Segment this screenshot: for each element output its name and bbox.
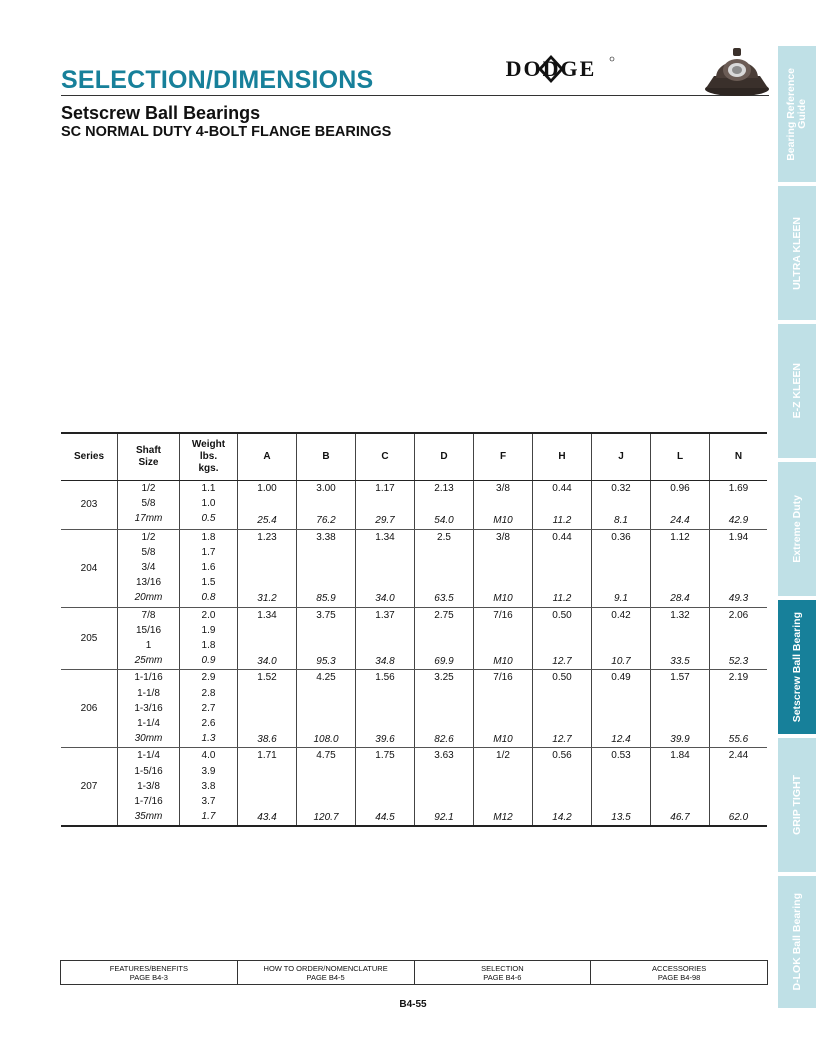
footer-link-accessories[interactable]: ACCESSORIES PAGE B4-98 (590, 961, 767, 984)
table-cell: 1.34 (375, 531, 395, 543)
column-header: H (532, 434, 591, 480)
table-cell: 1.5 (201, 577, 216, 589)
table-cell-column (237, 670, 296, 747)
table-cell-column (61, 670, 117, 747)
cell-spacer (297, 686, 355, 733)
cell-spacer (592, 686, 650, 733)
table-cell-column (61, 481, 117, 529)
table-cell: M10 (493, 593, 513, 605)
table-cell-column (179, 530, 237, 607)
column-header: Shaft Size (117, 434, 179, 480)
table-cell: 92.1 (434, 812, 454, 824)
table-cell-column (591, 530, 650, 607)
tab-e-z-kleen[interactable] (778, 324, 816, 458)
table-cell: 12.7 (552, 656, 572, 668)
table-cell: 1-5/16 (134, 765, 163, 777)
column-header: D (414, 434, 473, 480)
table-cell-column (296, 748, 355, 825)
table-cell: 39.9 (670, 734, 690, 746)
table-row-group (61, 607, 767, 670)
table-cell-column (355, 748, 414, 825)
table-cell: 2.5 (437, 531, 451, 543)
table-cell: 2.06 (728, 609, 749, 621)
cell-spacer (710, 764, 767, 811)
table-cell-column (532, 748, 591, 825)
table-cell: 11.2 (552, 515, 572, 527)
table-cell-column (61, 748, 117, 825)
table-cell: 1.0 (201, 498, 216, 510)
table-cell-column (650, 670, 709, 747)
table-cell-column (532, 670, 591, 747)
cell-spacer (533, 686, 591, 733)
table-cell: 207 (80, 781, 98, 793)
table-cell: 1-1/4 (137, 717, 160, 729)
table-cell: M10 (493, 734, 513, 746)
table-cell-column (237, 748, 296, 825)
table-cell: 4.0 (201, 750, 216, 762)
table-cell: 9.1 (614, 593, 628, 605)
table-cell: 24.4 (670, 515, 690, 527)
table-cell: 1.3 (201, 733, 216, 745)
tab-d-lok-ball-bearing[interactable] (778, 876, 816, 1008)
cell-spacer (533, 623, 591, 654)
table-cell: 25.4 (257, 515, 277, 527)
footer-link-selection[interactable]: SELECTION PAGE B4-6 (414, 961, 591, 984)
table-cell-column (473, 608, 532, 670)
cell-spacer (238, 764, 296, 811)
page-title: SELECTION/DIMENSIONS (61, 66, 374, 94)
cell-spacer (415, 545, 473, 592)
table-cell-column (117, 608, 179, 670)
cell-spacer (710, 686, 767, 733)
column-header: B (296, 434, 355, 480)
table-cell: 3/4 (141, 561, 156, 573)
table-cell: 0.8 (201, 592, 216, 604)
cell-spacer (533, 764, 591, 811)
table-cell: 1-1/4 (137, 750, 160, 762)
table-cell: 82.6 (434, 734, 454, 746)
table-cell: 12.4 (611, 734, 631, 746)
table-cell: 30mm (134, 733, 163, 745)
table-cell: 1.94 (728, 531, 749, 543)
tab-label: Bearing Reference Guide (785, 67, 808, 161)
table-cell: 2.75 (434, 609, 454, 621)
cell-spacer (297, 764, 355, 811)
table-cell-column (296, 481, 355, 529)
dodge-logo-graphic (484, 54, 618, 84)
table-cell: 3.38 (316, 531, 336, 543)
cell-spacer (415, 623, 473, 654)
table-cell: 1-7/16 (134, 795, 163, 807)
tab-label: GRIP TIGHT (790, 775, 803, 835)
cell-spacer (297, 496, 355, 513)
table-cell-column (61, 530, 117, 607)
table-cell: 1.7 (201, 546, 216, 558)
table-cell: 2.8 (201, 687, 216, 699)
dimensions-table (61, 432, 767, 827)
table-cell: 4.75 (316, 750, 336, 762)
table-cell: 108.0 (313, 734, 339, 746)
table-cell: 0.44 (552, 483, 572, 494)
tab-setscrew-ball-bearing[interactable] (778, 600, 816, 734)
column-header: Weight lbs. kgs. (179, 434, 237, 480)
side-tabs (778, 46, 816, 1008)
table-cell-column (473, 481, 532, 529)
page-number: B4-55 (399, 999, 427, 1010)
table-cell-column (414, 670, 473, 747)
table-cell-column (117, 748, 179, 825)
cell-spacer (474, 545, 532, 592)
table-cell: 1/2 (496, 750, 510, 762)
table-cell: 1.57 (670, 672, 690, 684)
table-cell-column (414, 748, 473, 825)
table-cell: 55.6 (728, 734, 749, 746)
table-cell: M10 (493, 656, 513, 668)
table-row-group (61, 481, 767, 529)
cell-spacer (474, 764, 532, 811)
table-cell: 69.9 (434, 656, 454, 668)
table-cell: 1.00 (257, 483, 277, 494)
cell-spacer (710, 545, 767, 592)
product-line-subtitle: SC NORMAL DUTY 4-BOLT FLANGE BEARINGS (61, 124, 392, 140)
table-cell: 1.71 (257, 750, 277, 762)
table-cell: 11.2 (552, 593, 572, 605)
table-cell-column (61, 608, 117, 670)
cell-spacer (297, 623, 355, 654)
table-cell-column (117, 670, 179, 747)
table-cell: 49.3 (728, 593, 749, 605)
cell-spacer (415, 686, 473, 733)
table-cell: 0.9 (201, 655, 216, 667)
cell-spacer (415, 764, 473, 811)
cell-spacer (474, 686, 532, 733)
table-cell: 54.0 (434, 515, 454, 527)
table-cell: 76.2 (316, 515, 336, 527)
table-cell-column (709, 481, 767, 529)
table-cell: 3/8 (496, 483, 510, 494)
table-cell: 31.2 (257, 593, 277, 605)
table-cell-column (709, 608, 767, 670)
cell-spacer (710, 623, 767, 654)
table-cell: 14.2 (552, 812, 572, 824)
cell-spacer (651, 686, 709, 733)
column-header: A (237, 434, 296, 480)
table-cell: 1-1/8 (137, 687, 160, 699)
table-cell: 1/2 (141, 531, 156, 543)
table-cell: 0.44 (552, 531, 572, 543)
column-header: Series (73, 451, 105, 462)
table-cell-column (117, 481, 179, 529)
table-cell-column (473, 530, 532, 607)
table-cell: 5/8 (141, 498, 156, 510)
table-cell: 1.32 (670, 609, 690, 621)
tab-label: Setscrew Ball Bearing (790, 611, 803, 723)
table-cell: 28.4 (670, 593, 690, 605)
table-cell-column (650, 748, 709, 825)
table-cell-column (650, 608, 709, 670)
table-cell-column (709, 530, 767, 607)
table-cell: 2.19 (728, 672, 749, 684)
table-cell: 13/16 (135, 577, 162, 589)
table-cell-column (532, 608, 591, 670)
table-cell: 2.6 (201, 717, 216, 729)
table-cell: 7/16 (493, 609, 513, 621)
table-cell: 38.6 (257, 734, 277, 746)
table-cell: 1-3/8 (137, 780, 160, 792)
table-cell: 5/8 (141, 546, 156, 558)
dodge-logo (484, 54, 618, 84)
table-cell: 52.3 (728, 656, 749, 668)
footer-link-how-to-order[interactable]: HOW TO ORDER/NOMENCLATURE PAGE B4-5 (237, 961, 414, 984)
cell-spacer (356, 686, 414, 733)
table-cell-column (473, 670, 532, 747)
table-cell-column (355, 608, 414, 670)
table-cell-column (355, 530, 414, 607)
title-divider (61, 95, 769, 96)
table-cell: 2.9 (201, 672, 216, 684)
table-cell: 34.8 (375, 656, 395, 668)
table-cell: 20mm (134, 592, 163, 604)
table-cell: 15/16 (135, 624, 162, 636)
table-cell: 1.75 (375, 750, 395, 762)
table-cell: 203 (80, 499, 98, 511)
table-cell-column (414, 481, 473, 529)
table-cell: 0.56 (552, 750, 572, 762)
table-row-group (61, 669, 767, 747)
tab-bearing-reference-guide[interactable] (778, 46, 816, 182)
table-cell-column (414, 530, 473, 607)
table-cell-column (355, 670, 414, 747)
table-cell-column (532, 481, 591, 529)
table-cell: 204 (80, 562, 98, 574)
table-cell: 0.42 (611, 609, 631, 621)
table-cell: 2.7 (201, 702, 216, 714)
tab-label: ULTRA KLEEN (790, 216, 803, 290)
cell-spacer (238, 545, 296, 592)
cell-spacer (592, 764, 650, 811)
section-subtitle: Setscrew Ball Bearings (61, 103, 261, 123)
table-cell: 1.69 (728, 483, 749, 494)
table-cell: 39.6 (375, 734, 395, 746)
cell-spacer (710, 496, 767, 513)
table-cell-column (179, 748, 237, 825)
table-cell: 0.50 (552, 672, 572, 684)
page-number-row (0, 999, 816, 1010)
table-cell: 1.23 (257, 531, 277, 543)
table-cell: 3.25 (434, 672, 454, 684)
footer-link-features-benefits[interactable]: FEATURES/BENEFITS PAGE B4-3 (109, 964, 188, 982)
table-cell: 25mm (134, 655, 163, 667)
table-cell: 46.7 (670, 812, 690, 824)
cell-spacer (474, 623, 532, 654)
table-cell: M12 (493, 812, 513, 824)
table-cell: 7/8 (141, 609, 156, 621)
cell-spacer (356, 623, 414, 654)
table-cell: 44.5 (375, 812, 395, 824)
footer-navigation (60, 960, 768, 985)
tab-label: Extreme Duty (790, 495, 803, 563)
table-cell: 95.3 (316, 656, 336, 668)
tab-ultra-kleen[interactable] (778, 186, 816, 320)
table-row-group (61, 529, 767, 607)
table-cell: 3.9 (201, 765, 216, 777)
table-cell: 17mm (134, 513, 163, 525)
table-cell: 1.8 (201, 639, 216, 651)
table-cell-column (179, 481, 237, 529)
table-cell: 3.63 (434, 750, 454, 762)
table-cell: 1.7 (201, 811, 216, 823)
column-header: J (591, 434, 650, 480)
table-cell: 43.4 (257, 812, 277, 824)
cell-spacer (651, 545, 709, 592)
table-cell: 3/8 (496, 531, 510, 543)
table-cell-column (591, 748, 650, 825)
table-cell: 12.7 (552, 734, 572, 746)
column-header: C (355, 434, 414, 480)
table-cell: 35mm (134, 811, 163, 823)
table-cell: 0.32 (611, 483, 631, 494)
column-header: N (709, 434, 767, 480)
table-cell-column (296, 530, 355, 607)
table-cell: 1.84 (670, 750, 690, 762)
table-cell-column (591, 670, 650, 747)
cell-spacer (592, 623, 650, 654)
table-cell: 1.6 (201, 561, 216, 573)
table-cell: 3.00 (316, 483, 336, 494)
table-cell: 0.96 (670, 483, 690, 494)
table-cell: 3.75 (316, 609, 336, 621)
table-cell: 0.5 (201, 513, 216, 525)
cell-spacer (238, 496, 296, 513)
table-header-row (61, 434, 767, 481)
table-cell-column (355, 481, 414, 529)
table-cell: 4.25 (316, 672, 336, 684)
table-cell-column (117, 530, 179, 607)
table-cell-column (237, 481, 296, 529)
column-header: F (473, 434, 532, 480)
table-cell: 1.17 (375, 483, 395, 494)
tab-extreme-duty[interactable] (778, 462, 816, 596)
table-cell: 1-1/16 (134, 672, 163, 684)
cell-spacer (651, 496, 709, 513)
table-cell-column (709, 670, 767, 747)
cell-spacer (533, 545, 591, 592)
table-cell-column (591, 608, 650, 670)
table-cell: 1.52 (257, 672, 277, 684)
table-cell: 62.0 (728, 812, 749, 824)
cell-spacer (651, 623, 709, 654)
table-body (61, 481, 767, 825)
table-cell-column (473, 748, 532, 825)
table-cell: 0.36 (611, 531, 631, 543)
table-cell: 34.0 (257, 656, 277, 668)
cell-spacer (238, 623, 296, 654)
table-cell-column (591, 481, 650, 529)
table-cell: 34.0 (375, 593, 395, 605)
table-cell-column (237, 530, 296, 607)
table-cell: 1.12 (670, 531, 690, 543)
table-cell: 205 (80, 632, 98, 644)
cell-spacer (592, 545, 650, 592)
table-cell: 7/16 (493, 672, 513, 684)
tab-grip-tight[interactable] (778, 738, 816, 872)
cell-spacer (415, 496, 473, 513)
table-cell-column (179, 670, 237, 747)
tab-label: D-LOK Ball Bearing (790, 893, 803, 991)
table-cell: 2.13 (434, 483, 454, 494)
cell-spacer (356, 764, 414, 811)
table-cell: 0.53 (611, 750, 631, 762)
table-cell: 2.44 (728, 750, 749, 762)
table-cell: 1.34 (257, 609, 277, 621)
table-cell-column (296, 670, 355, 747)
table-cell: 3.7 (201, 795, 216, 807)
table-cell: 1.37 (375, 609, 395, 621)
table-cell-column (532, 530, 591, 607)
column-header: L (650, 434, 709, 480)
table-cell: 1.9 (201, 624, 216, 636)
table-cell: 0.50 (552, 609, 572, 621)
table-cell-column (650, 481, 709, 529)
table-cell: 3.8 (201, 780, 216, 792)
table-cell-column (179, 608, 237, 670)
table-cell-column (709, 748, 767, 825)
table-cell: 63.5 (434, 593, 454, 605)
cell-spacer (592, 496, 650, 513)
table-cell: 1.8 (201, 531, 216, 543)
table-cell: 1.1 (201, 483, 216, 494)
table-cell: 120.7 (313, 812, 339, 824)
table-cell: 42.9 (728, 515, 749, 527)
table-cell: 85.9 (316, 593, 336, 605)
table-cell: 1.56 (375, 672, 395, 684)
cell-spacer (356, 496, 414, 513)
pillow-block-bearing-image (700, 42, 770, 98)
table-cell-column (414, 608, 473, 670)
table-cell-column (237, 608, 296, 670)
tab-label: E-Z KLEEN (790, 363, 803, 419)
table-cell: 1 (145, 639, 152, 651)
table-cell: 1/2 (141, 483, 156, 494)
table-cell: 8.1 (614, 515, 628, 527)
cell-spacer (651, 764, 709, 811)
table-cell: 29.7 (375, 515, 395, 527)
table-cell: M10 (493, 515, 513, 527)
table-cell: 13.5 (611, 812, 631, 824)
table-cell: 206 (80, 703, 98, 715)
table-cell: 0.49 (611, 672, 631, 684)
table-cell: 1-3/16 (134, 702, 163, 714)
cell-spacer (474, 496, 532, 513)
table-cell: 33.5 (670, 656, 690, 668)
table-cell-column (650, 530, 709, 607)
cell-spacer (533, 496, 591, 513)
table-cell: 10.7 (611, 656, 631, 668)
cell-spacer (356, 545, 414, 592)
cell-spacer (297, 545, 355, 592)
cell-spacer (238, 686, 296, 733)
svg-text:DODGE: DODGE (505, 56, 597, 81)
table-cell-column (296, 608, 355, 670)
table-cell: 2.0 (201, 609, 216, 621)
table-row-group (61, 747, 767, 825)
